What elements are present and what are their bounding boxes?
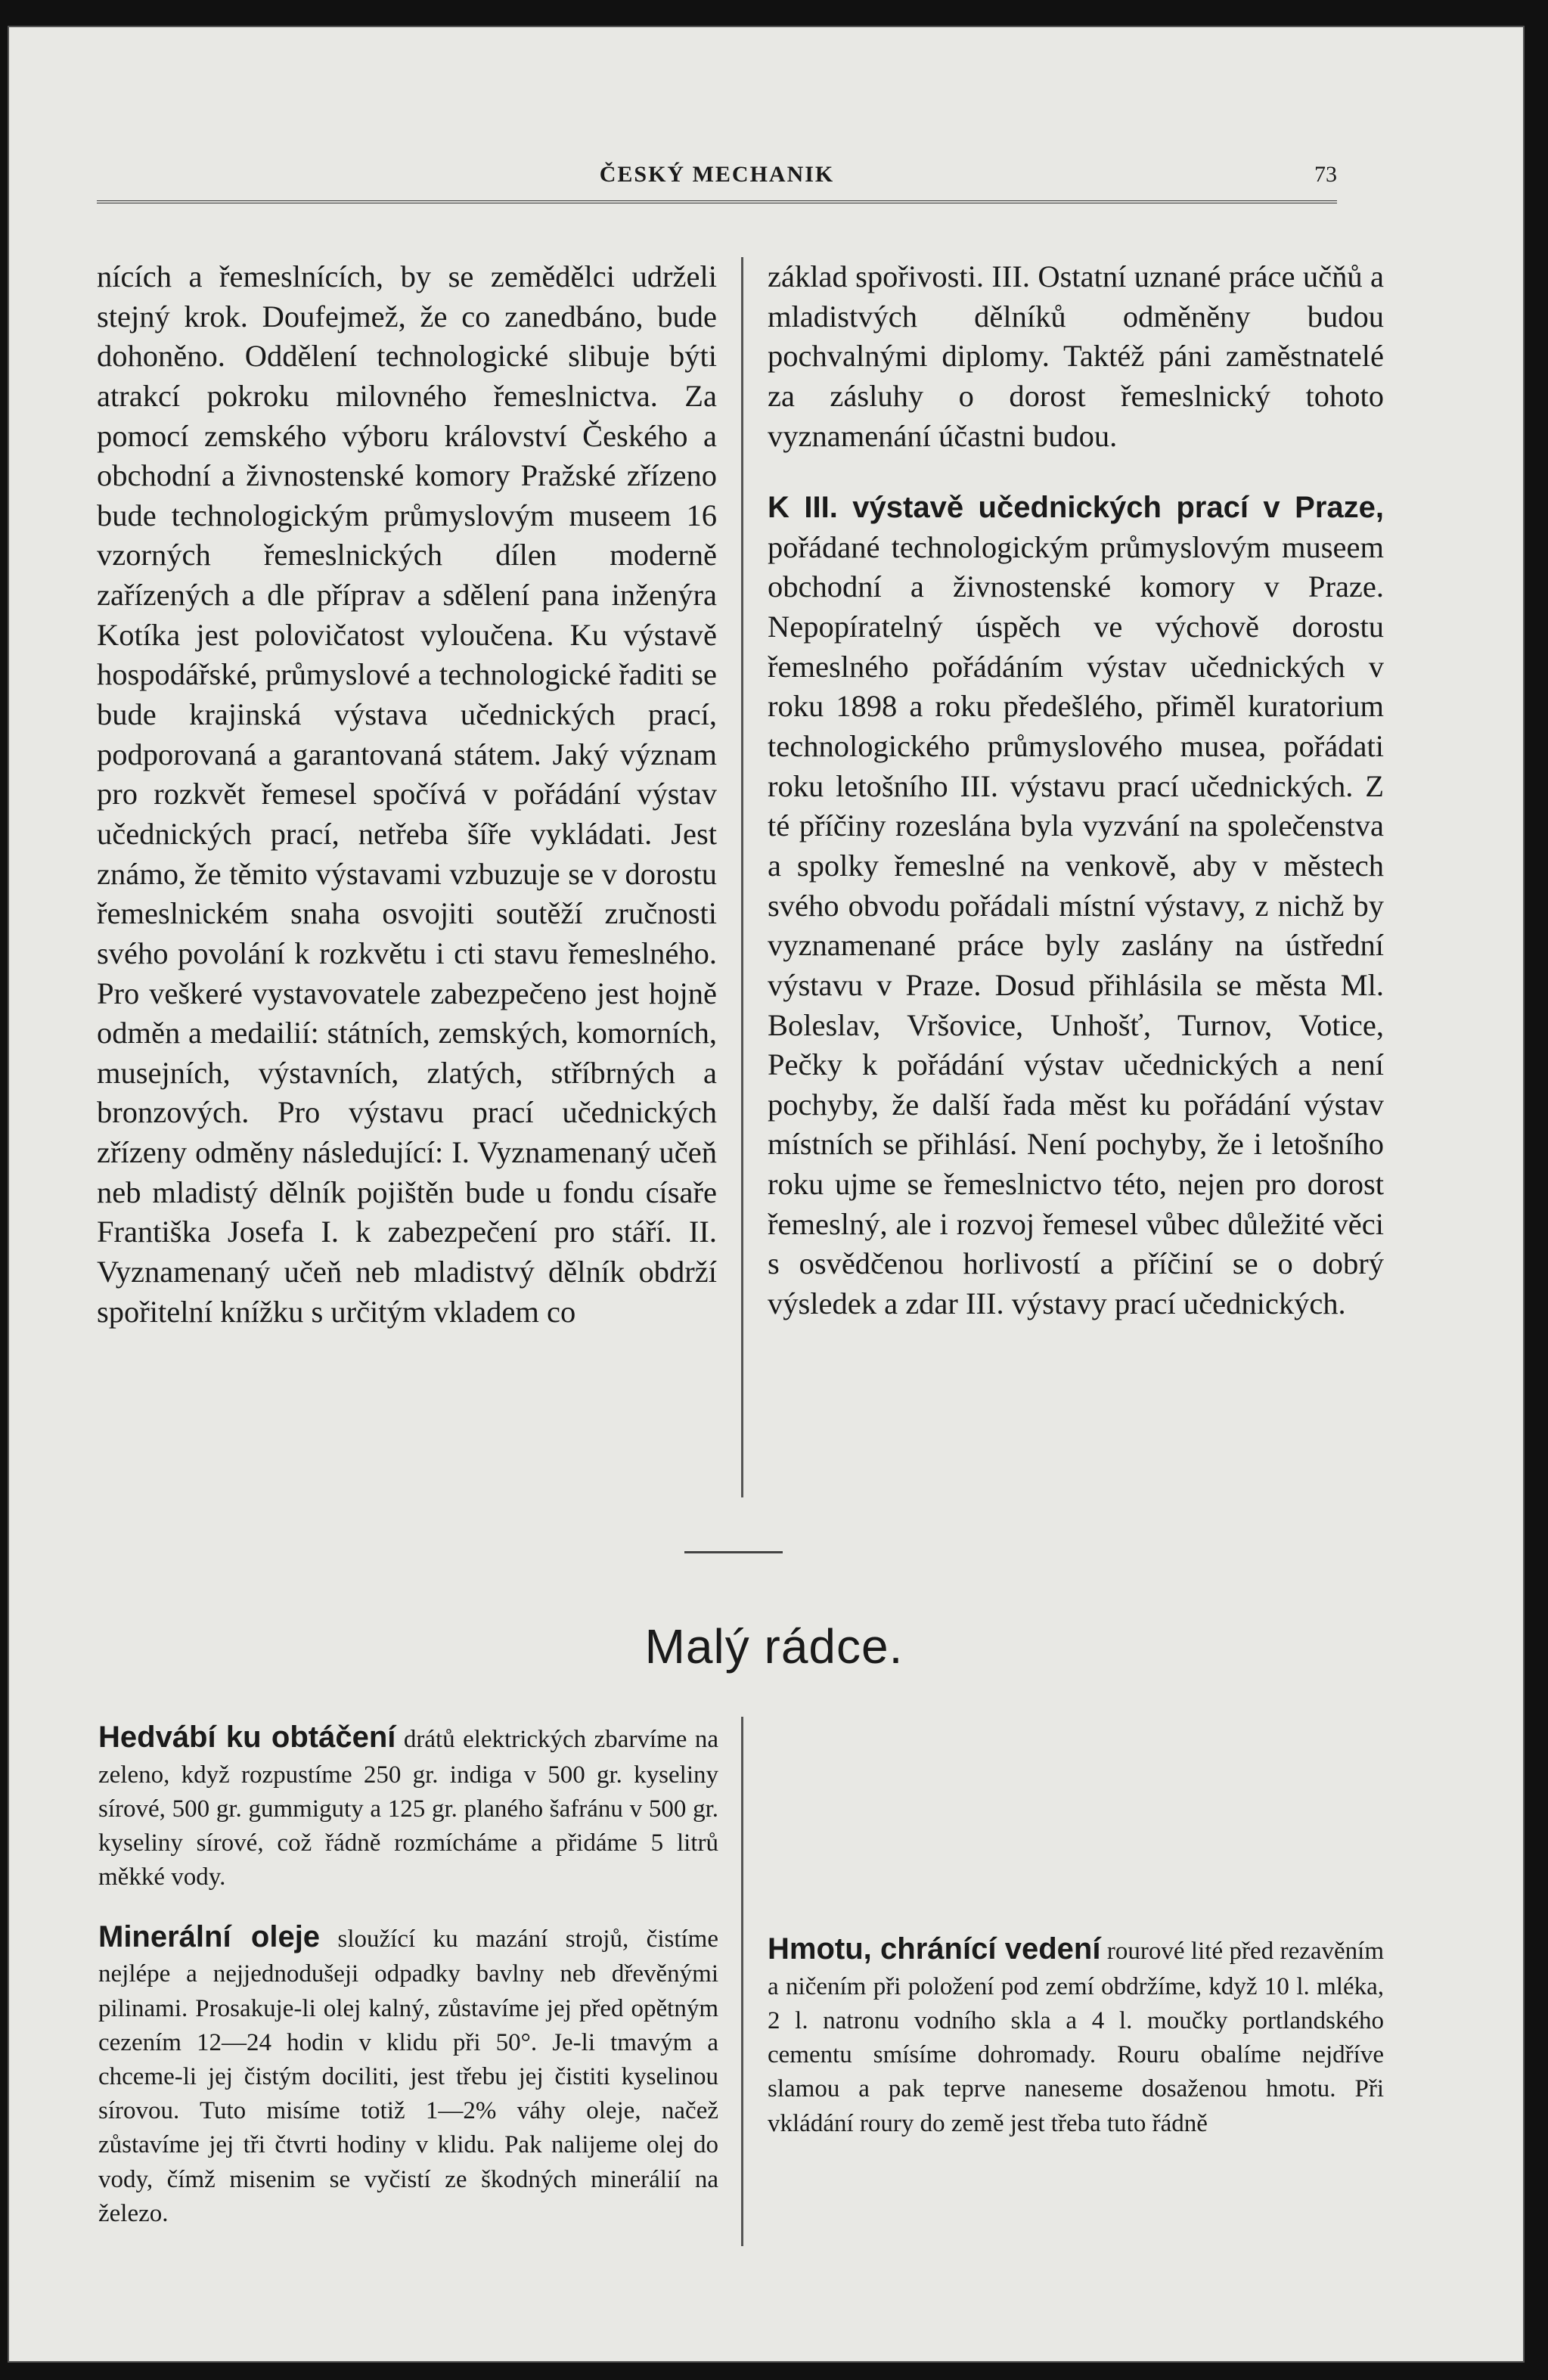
article-right-column [768,257,1384,1324]
article-subheading: K III. výstavě učednických prací v Praze, [768,491,1384,525]
article-text-left: nících a řemeslnících, by se zemědělci udrželi stejný krok. Doufejmež, že co zanedbáno, bude dohoněno. Oddělení technologické slibuje býti atrakcí pokroku milovného řemeslnictva. Za pomocí zemského výboru království Českého a obchodní a živnostenské komory Pražské zřízeno bude technologickým průmyslovým museem 16 vzorných řemeslnických dílen moderně zařízených a dle příprav a sdělení pana inženýra Kotíka jest polovičatost vyloučena. Ku výstavě hospodářské, průmyslové a technologické řaditi se bude krajinská výstava učednických prací, podporovaná a garantovaná státem. Jaký význam pro rozkvět řemesel spočívá v pořádání výstav učednických prací, netřeba šíře vykládati. Jest známo, že těmito výstavami vzbuzuje se v dorostu řemeslnickém snaha osvojiti soutěží zručnosti svého povolání k rozkvětu i cti stavu řemeslného. Pro veškeré vystavovatele zabezpečeno jest hojně odměn a medailií: státních, zemských, komorních, musejních, výstavních, zlatých, stříbrných a bronzových. Pro výstavu prací učednických zřízeny odměny následující: I. Vyznamenaný učeň neb mladistý dělník pojištěn bude u fondu císaře Františka Josefa I. k zabezpečení pro stáří. II. Vyznamenaný učeň neb mladistvý dělník obdrží spořitelní knížku s určitým vkladem co [97,259,717,1329]
tip-oil-heading: Minerální oleje [98,1919,321,1953]
article-left-column [97,257,717,1332]
tip-coating [768,1929,1384,2141]
tip-coating-heading: Hmotu, chránící vedení [768,1932,1101,1966]
section-divider [684,1551,783,1553]
tip-oil [98,1916,718,2231]
article-text-right-2: pořádané technologickým průmyslovým museem obchodní a živnostenské komory v Praze. Nepopíratelný úspěch ve výchově dorostu řemeslného pořádáním výstav učednických v roku 1898 a roku předešlého, přiměl kuratorium technologického průmyslového musea, pořádati roku letošního III. výstavu prací učednických. Z té příčiny rozeslána byla vyzvání na společenstva a spolky řemeslné na venkově, aby v městech svého obvodu pořádali místní výstavy, z nichž by vyznamenané práce byly zaslány na ústřední výstavu v Praze. Dosud přihlásila se města Ml. Boleslav, Vršovice, Unhošť, Turnov, Votice, Pečky k pořádání výstav učednických a není pochyby, že další řada měst ku pořádání výstav místních se přihlásí. Není pochyby, že i letošního roku ujme se řemeslnictvo této, nejen pro dorost řemeslný, ale i rozvoj řemesel vůbec důležité věci s osvědčenou horlivostí a příčiní se o dobrý výsledek a zdar III. výstavy prací učednických. [768,529,1384,1321]
page-number: 73 [1314,162,1337,187]
header-rule [97,200,1337,203]
article-text-right-1: základ spořivosti. III. Ostatní uznané práce učňů a mladistvých dělníků odměněny budou pochvalnými diplomy. Taktéž páni zaměstnatelé za zásluhy o dorost řemeslnický tohoto vyznamenání účastni budou. [768,259,1384,453]
tip-silk-heading: Hedvábí ku obtáčení [98,1721,396,1754]
column-divider [741,257,743,1497]
tips-column-divider [741,1717,743,2246]
journal-title: ČESKÝ MECHANIK [599,162,835,187]
running-header [97,162,1337,194]
tip-oil-text: sloužící ku mazání strojů, čistíme nejlépe a nejjednodušeji odpadky bavlny neb dřevěnými pilinami. Prosakuje-li olej kalný, zůstavíme jej před opětným cezením 12—24 hodin v klidu při 50°. Je-li tmavým a chceme-li jej čistým dociliti, jest třebu jej čistiti kyselinou sírovou. Tuto misíme totiž 1—2% váhy oleje, načež zůstavíme jej tři čtvrti hodiny v klidu. Pak nalijeme olej do vody, čímž misenim se vyčistí ze škodných minerálií na železo. [98,1925,718,2227]
tips-left-column [98,1717,718,2240]
section-title: Malý rádce. [644,1619,904,1674]
tip-silk [98,1717,718,1895]
tips-right-column [768,1717,1384,2150]
tip-coating-text: rourové lité před rezavěním a ničením při položení pod zemí obdržíme, když 10 l. mléka, 2 l. natronu vodního skla a 4 l. moučky portlandského cementu smísíme dohromady. Rouru obalíme nejdříve slamou a pak teprve naneseme dosaženou hmotu. Při vkládání roury do země jest třeba tuto řádně [768,1938,1384,2137]
tip-silk-text: drátů elektrických zbarvíme na zeleno, když rozpustíme 250 gr. indiga v 500 gr. kyseliny sírové, 500 gr. gummiguty a 125 gr. planého šafránu v 500 gr. kyseliny sírové, což řádně rozmícháme a přidáme 5 litrů měkké vody. [98,1726,718,1891]
article-paragraph-2 [768,488,1384,1323]
